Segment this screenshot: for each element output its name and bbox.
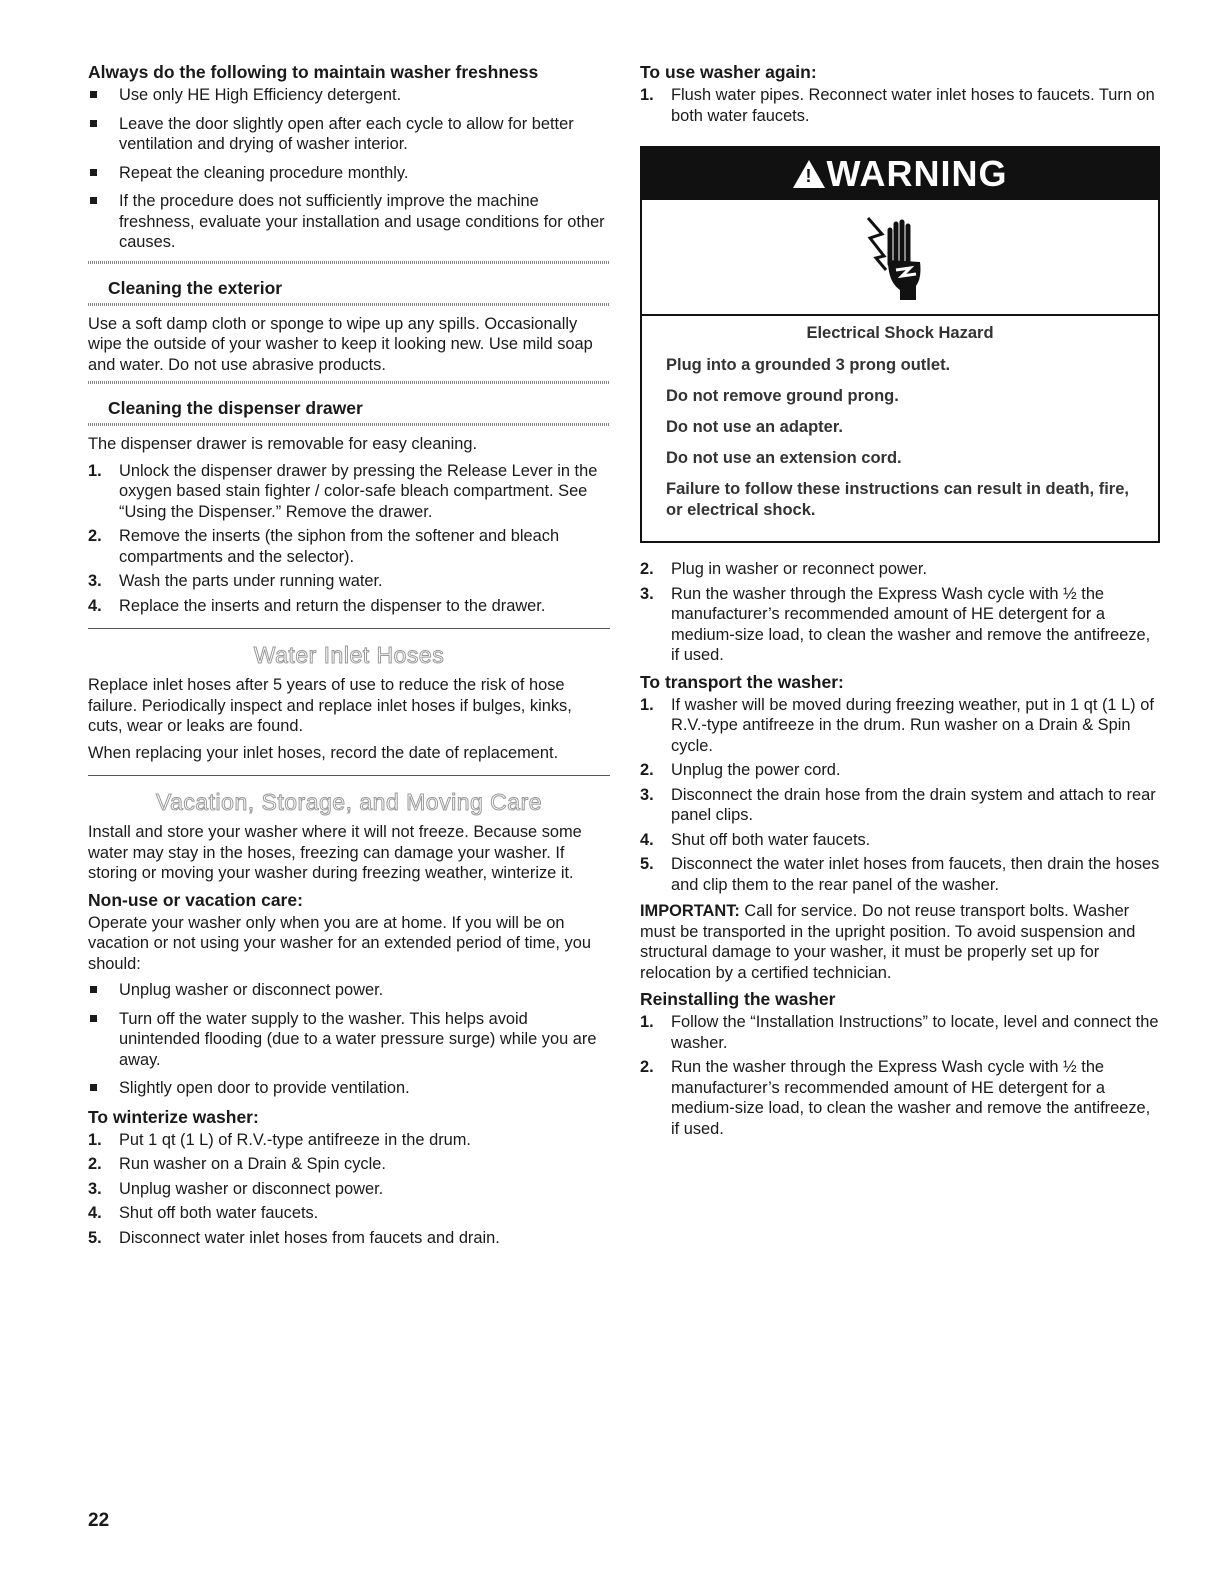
use-again-heading: To use washer again: <box>640 62 817 82</box>
warning-header <box>642 148 1158 200</box>
warning-triangle-icon: ! <box>793 160 825 188</box>
list-item: Leave the door slightly open after each cycle to allow for better ventilation and drying of washer interior. <box>88 114 610 155</box>
dispenser-section <box>88 381 610 426</box>
list-item: Turn off the water supply to the washer. This helps avoid unintended flooding (due to a water pressure surge) while you are away. <box>88 1009 610 1071</box>
list-item: 1. If washer will be moved during freezing weather, put in 1 qt (1 L) of R.V.-type antifreeze in the drum. Run washer on a Drain & Spin cycle. <box>640 695 1154 755</box>
list-item: 5. Disconnect water inlet hoses from faucets and drain. <box>88 1228 500 1247</box>
list-item: 2. Run washer on a Drain & Spin cycle. <box>88 1155 386 1173</box>
winterize-heading: To winterize washer: <box>88 1106 259 1127</box>
hazard-title: Electrical Shock Hazard <box>806 324 994 342</box>
electrical-shock-icon <box>642 200 1158 316</box>
list-item: If the procedure does not sufficiently improve the machine freshness, evaluate your installation and usage conditions for other causes. <box>88 191 610 253</box>
list-item: 3. Run the washer through the Express Wash cycle with ½ the manufacturer’s recommended amount of HE detergent for a medium-size load, to clean the washer and remove the antifreeze, if used. <box>640 584 1151 664</box>
winterize-steps <box>88 1130 610 1249</box>
use-again-steps <box>640 559 1160 666</box>
warning-line: Do not use an adapter. <box>666 418 843 436</box>
list-item: 2. Unplug the power cord. <box>640 761 841 779</box>
bullet-icon <box>90 986 97 993</box>
nonuse-list <box>88 980 610 1099</box>
dispenser-steps <box>88 461 610 617</box>
list-item: 1. Put 1 qt (1 L) of R.V.-type antifreeze in the drum. <box>88 1130 471 1149</box>
list-item: 2. Plug in washer or reconnect power. <box>640 560 928 578</box>
warning-box <box>640 146 1160 543</box>
warning-title: WARNING <box>826 153 1008 194</box>
warning-line: Do not use an extension cord. <box>666 449 902 467</box>
list-item: 3. Unplug washer or disconnect power. <box>88 1179 384 1198</box>
warning-line: Failure to follow these instructions can result in death, fire, or electrical shock. <box>666 480 1129 519</box>
reinstall-steps <box>640 1012 1160 1139</box>
bullet-icon <box>90 120 97 127</box>
vacation-text: Install and store your washer where it will not freeze. Because some water may stay in the hoses, freezing can damage your washer. If storing or moving your washer during freezing weather, winterize it. <box>88 823 582 882</box>
list-item: 4. Shut off both water faucets. <box>88 1204 319 1222</box>
nonuse-text: Operate your washer only when you are at home. If you will be on vacation or not using your washer for an extended period of time, you should: <box>88 913 591 973</box>
reinstall-heading: Reinstalling the washer <box>640 989 836 1009</box>
right-column <box>640 62 1160 1145</box>
divider <box>88 628 610 629</box>
bullet-icon <box>90 197 97 204</box>
list-item: Use only HE High Efficiency detergent. <box>88 85 610 106</box>
dispenser-intro: The dispenser drawer is removable for easy cleaning. <box>88 435 478 453</box>
list-item: 3. Disconnect the drain hose from the drain system and attach to rear panel clips. <box>640 785 1156 824</box>
hoses-text-2: When replacing your inlet hoses, record the date of replacement. <box>88 743 559 762</box>
divider <box>88 775 610 776</box>
bullet-icon <box>90 91 97 98</box>
bullet-icon <box>90 1084 97 1091</box>
nonuse-heading: Non-use or vacation care: <box>88 889 303 910</box>
transport-steps <box>640 695 1160 896</box>
transport-heading: To transport the washer: <box>640 671 844 692</box>
warning-line: Do not remove ground prong. <box>666 387 899 405</box>
page-number: 22 <box>88 1510 110 1531</box>
hoses-text-1: Replace inlet hoses after 5 years of use to reduce the risk of hose failure. Periodically inspect and replace inlet hoses if bulges, kinks, cuts, wear or leaks are found. <box>88 676 572 735</box>
important-note: IMPORTANT: Call for service. Do not reuse transport bolts. Washer must be transported in the upright position. To avoid suspension and structural damage to your washer, it must be properly set up for relocation by a certified technician. <box>640 902 1136 982</box>
list-item: 1. Follow the “Installation Instructions” to locate, level and connect the washer. <box>640 1013 1159 1052</box>
exterior-text: Use a soft damp cloth or sponge to wipe up any spills. Occasionally wipe the outside of your washer to keep it looking new. Use mild soap and water. Do not use abrasive products. <box>88 314 593 374</box>
exterior-section <box>88 261 610 306</box>
hoses-heading: Water Inlet Hoses <box>253 642 445 668</box>
list-item: 1. Unlock the dispenser drawer by pressing the Release Lever in the oxygen based stain fighter / color-safe bleach compartment. See “Using the Dispenser.” Remove the drawer. <box>88 461 598 521</box>
list-item: 2. Remove the inserts (the siphon from the softener and bleach compartments and the selector). <box>88 527 560 566</box>
vacation-heading: Vacation, Storage, and Moving Care <box>155 789 543 815</box>
warning-line: Plug into a grounded 3 prong outlet. <box>666 356 951 374</box>
warning-body <box>642 316 1158 541</box>
list-item: 2. Run the washer through the Express Wash cycle with ½ the manufacturer’s recommended amount of HE detergent for a medium-size load, to clean the washer and remove the antifreeze, if used. <box>640 1058 1151 1138</box>
bullet-icon <box>90 169 97 176</box>
list-item: Slightly open door to provide ventilation. <box>88 1078 610 1099</box>
dispenser-heading: Cleaning the dispenser drawer <box>108 398 363 418</box>
divider <box>88 303 610 306</box>
freshness-list <box>88 85 610 253</box>
list-item: 4. Replace the inserts and return the dispenser to the drawer. <box>88 596 546 615</box>
freshness-heading: Always do the following to maintain washer freshness <box>88 62 539 82</box>
list-item: 3. Wash the parts under running water. <box>88 572 383 590</box>
left-column <box>88 62 610 1254</box>
list-item: 4. Shut off both water faucets. <box>640 830 871 849</box>
exterior-heading: Cleaning the exterior <box>108 277 283 298</box>
divider <box>88 423 610 426</box>
bullet-icon <box>90 1015 97 1022</box>
use-again-step-1 <box>640 85 1160 126</box>
list-item: 5. Disconnect the water inlet hoses from faucets, then drain the hoses and clip them to the rear panel of the washer. <box>640 855 1160 894</box>
list-item: Unplug washer or disconnect power. <box>88 980 610 1001</box>
list-item: Repeat the cleaning procedure monthly. <box>88 163 610 184</box>
list-item: 1. Flush water pipes. Reconnect water inlet hoses to faucets. Turn on both water faucets. <box>640 86 1155 125</box>
